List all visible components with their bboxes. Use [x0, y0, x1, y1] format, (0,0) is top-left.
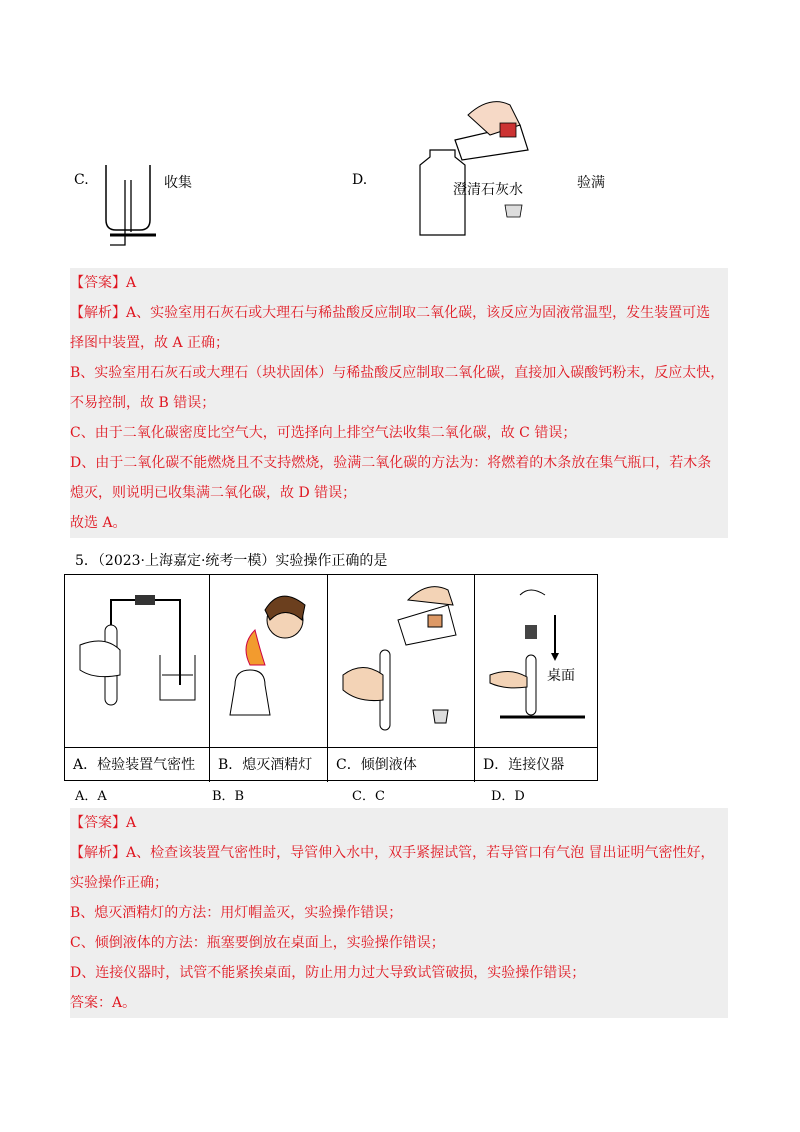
panel-b-figure — [210, 575, 328, 747]
pouring-limewater-figure — [410, 95, 550, 245]
q4-answer-box — [70, 268, 728, 538]
choice-d[interactable]: D．D — [491, 789, 525, 804]
choice-c[interactable]: C．C — [352, 789, 385, 804]
q5-analysis-line: B、熄灭酒精灯的方法：用灯帽盖灭，实验操作错误； — [70, 905, 403, 921]
q5-figure-grid — [64, 574, 598, 781]
panel-d-figure — [475, 575, 599, 747]
q4-analysis-line: 故选 A。 — [70, 515, 127, 531]
q4-analysis-line: D、由于二氧化碳不能燃烧且不支持燃烧，验满二氧化碳的方法为：将燃着的木条放在集气瓶口，若木条 — [70, 455, 712, 471]
panel-c-caption: C．倾倒液体 — [328, 748, 475, 782]
option-d-caption: 验满 — [577, 175, 605, 191]
option-c-caption: 收集 — [164, 175, 192, 191]
q4-analysis-line: 【解析】A、实验室用石灰石或大理石与稀盐酸反应制取二氧化碳，该反应为固液常温型，发生装置可选 — [70, 305, 711, 321]
panel-a-figure — [65, 575, 210, 747]
q5-analysis-line: D、连接仪器时，试管不能紧挨桌面，防止用力过大导致试管破损，实验操作错误； — [70, 965, 586, 981]
q5-analysis-line: 【解析】A、检查该装置气密性时，导管伸入水中，双手紧握试管，若导管口有气泡 冒出证明气密性好， — [70, 845, 715, 861]
panel-b-caption: B．熄灭酒精灯 — [210, 748, 328, 782]
collection-bottle-figure — [100, 160, 160, 255]
option-d-letter: D. — [352, 172, 368, 188]
q5-analysis-line: 答案：A。 — [70, 995, 137, 1011]
q4-analysis-line: B、实验室用石灰石或大理石（块状固体）与稀盐酸反应制取二氧化碳，直接加入碳酸钙粉末，反应太快， — [70, 365, 725, 381]
q5-analysis-line: 实验操作正确； — [70, 875, 168, 891]
q5-analysis-line: C、倾倒液体的方法：瓶塞要倒放在桌面上，实验操作错误； — [70, 935, 445, 951]
q5-answer-box — [70, 808, 728, 1018]
q5-answer-label: 【答案】A — [70, 815, 137, 831]
q5-caption-row — [65, 747, 597, 782]
q4-analysis-line: C、由于二氧化碳密度比空气大，可选择向上排空气法收集二氧化碳，故 C 错误； — [70, 425, 577, 441]
q5-stem: 5．（2023·上海嘉定·统考一模）实验操作正确的是 — [75, 553, 388, 569]
panel-d-caption: D．连接仪器 — [483, 757, 565, 773]
limewater-label: 澄清石灰水 — [453, 182, 523, 198]
choice-a[interactable]: A．A — [75, 789, 107, 804]
panel-a-caption: A．检验装置气密性 — [65, 748, 210, 782]
option-c-letter: C. — [74, 172, 89, 188]
panel-c-figure — [328, 575, 475, 747]
q4-analysis-line: 熄灭，则说明已收集满二氧化碳，故 D 错误； — [70, 485, 357, 501]
q4-analysis-line: 择图中装置，故 A 正确； — [70, 335, 230, 351]
q4-answer-label: 【答案】A — [70, 275, 137, 291]
choice-b[interactable]: B．B — [212, 789, 245, 804]
desktop-label: 桌面 — [547, 668, 575, 684]
q4-analysis-line: 不易控制，故 B 错误； — [70, 395, 216, 411]
